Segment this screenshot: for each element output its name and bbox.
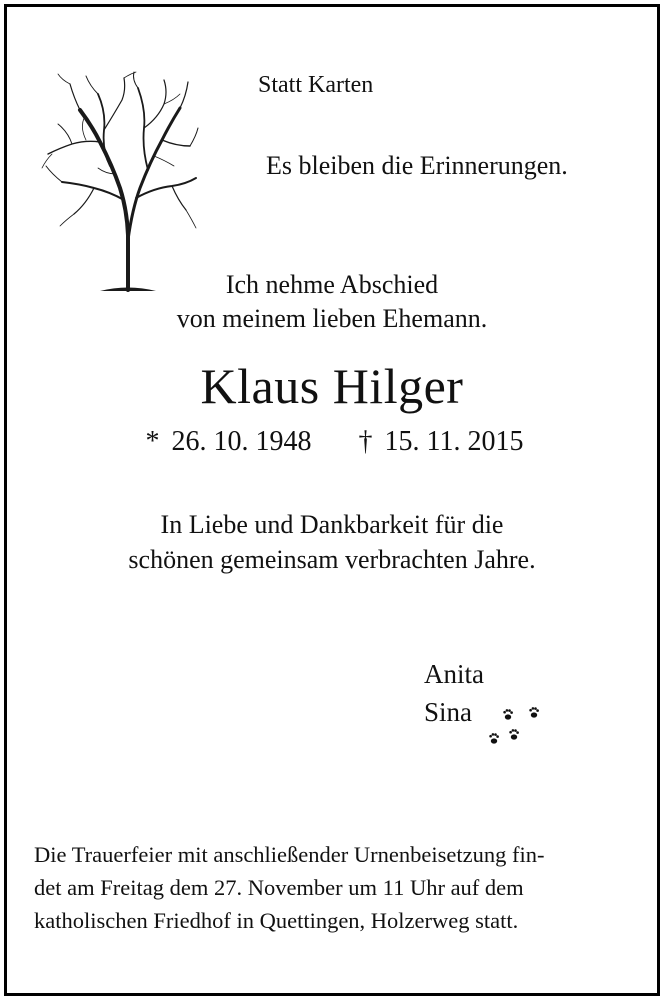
signatures — [424, 655, 484, 731]
deceased-name: Klaus Hilger — [200, 358, 464, 414]
ceremony-line-1: Die Trauerfeier mit anschließender Urnenbeisetzung fin- — [34, 842, 545, 867]
death-date: 15. 11. 2015 — [384, 426, 524, 457]
memorial-quote: Es bleiben die Erinnerungen. — [266, 151, 568, 180]
ceremony-line-2: det am Freitag dem 27. November um 11 Uhr auf dem — [34, 875, 524, 900]
death-symbol: † — [358, 426, 373, 457]
paw-prints-icon — [484, 704, 548, 754]
tribute-line-2: schönen gemeinsam verbrachten Jahre. — [128, 545, 536, 574]
tree-icon — [40, 70, 200, 295]
life-dates — [0, 424, 664, 460]
farewell-line-1: Ich nehme Abschied — [225, 270, 439, 299]
statt-karten-note: Statt Karten — [258, 72, 374, 98]
ceremony-line-3: katholischen Friedhof in Quettingen, Holzerweg statt. — [34, 908, 519, 933]
signature-sina: Sina — [424, 697, 473, 727]
signature-anita: Anita — [424, 659, 484, 689]
farewell-line-2: von meinem lieben Ehemann. — [176, 304, 488, 333]
birth-date: 26. 10. 1948 — [171, 426, 312, 457]
ceremony-details — [34, 838, 638, 937]
tribute-line-1: In Liebe und Dankbarkeit für die — [160, 510, 504, 539]
farewell-intro — [0, 268, 664, 336]
tribute-text — [0, 507, 664, 577]
birth-symbol: * — [145, 426, 160, 457]
